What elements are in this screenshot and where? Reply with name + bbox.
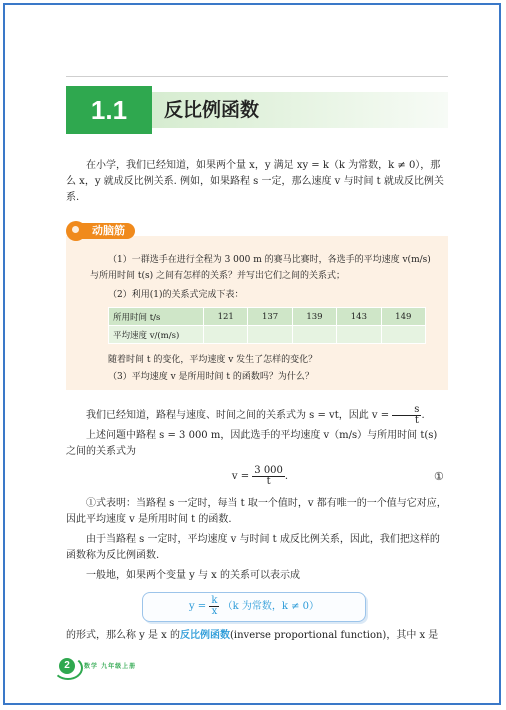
table-cell-empty xyxy=(248,326,292,344)
table-header-speed: 平均速度 v/(m/s) xyxy=(109,326,204,344)
formula-tag: ① xyxy=(434,470,444,483)
section-heading xyxy=(66,86,448,134)
question-2: （2）利用(1)的关系式完成下表： xyxy=(108,290,244,300)
table-cell: 121 xyxy=(204,308,248,326)
table-cell: 149 xyxy=(381,308,425,326)
question-1: （1）一群选手在进行全程为 3 000 m 的赛马比赛时，各选手的平均速度 v(m/s) 与所用时间 t(s) 之间有怎样的关系？并写出它们之间的关系式； xyxy=(90,255,431,281)
table-cell-empty xyxy=(292,326,336,344)
formula-1: v = $\frac{3 000}{t}$ . xyxy=(231,465,289,487)
fraction-3000-over-t: $\frac{3 000}{t}$ xyxy=(254,465,283,487)
definition-formula: y = $\frac{k}{x}$ （k 为常数，k ≠ 0） xyxy=(188,595,320,617)
lightbulb-icon xyxy=(66,221,86,241)
paragraph-5: 一般地，如果两个变量 y 与 x 的关系可以表示成 xyxy=(86,570,301,581)
table-cell-empty xyxy=(381,326,425,344)
paragraph-1: 我们已经知道，路程与速度、时间之间的关系式为 s = vt，因此 v = $\frac{s}{t}$ . xyxy=(86,404,425,426)
question-3: 随着时间 t 的变化，平均速度 v 发生了怎样的变化？ xyxy=(108,355,318,365)
definition-box xyxy=(142,592,366,622)
table-cell: 139 xyxy=(292,308,336,326)
table-cell: 137 xyxy=(248,308,292,326)
book-title: 数学 九年级上册 xyxy=(84,663,137,670)
table-cell-empty xyxy=(204,326,248,344)
think-label: 动脑筋 xyxy=(80,223,135,239)
paragraph-1-text: 我们已经知道，路程与速度、时间之间的关系式为 s = vt，因此 v = xyxy=(86,410,390,421)
paragraph-2: 上述问题中路程 s = 3 000 m，因此选手的平均速度 v（m/s）与所用时间 t(s) 之间的关系式为 xyxy=(66,430,438,457)
paragraph-3: ①式表明：当路程 s 一定时，每当 t 取一个值时，v 都有唯一的一个值与它对应，因此平均速度 v 是所用时间 t 的函数. xyxy=(66,498,447,525)
table-row xyxy=(109,326,426,344)
question-4: （3）平均速度 v 是所用时间 t 的函数吗？为什么？ xyxy=(108,372,314,382)
table-header-time: 所用时间 t/s xyxy=(109,308,204,326)
paragraph-6: 的形式，那么称 y 是 x 的反比例函数(inverse proportional function)，其中 x 是 xyxy=(66,630,439,641)
intro-paragraph: 在小学，我们已经知道，如果两个量 x，y 满足 xy = k（k 为常数，k ≠ 0），那么 x，y 就成反比例关系. 例如，如果路程 s 一定，那么速度 v 与时间 t 就成反比例关系. xyxy=(66,160,444,203)
fraction-k-over-x: $\frac{k}{x}$ xyxy=(211,595,218,617)
top-rule xyxy=(66,76,448,77)
table-cell: 143 xyxy=(337,308,381,326)
table-cell-empty xyxy=(337,326,381,344)
speed-table xyxy=(108,307,426,344)
keyword-inverse-proportional-function: 反比例函数 xyxy=(180,630,231,641)
fraction-s-over-t: $\frac{s}{t}$ xyxy=(392,405,421,426)
table-row xyxy=(109,308,426,326)
section-title: 反比例函数 xyxy=(164,99,260,121)
paragraph-4: 由于当路程 s 一定时，平均速度 v 与时间 t 成反比例关系，因此，我们把这样的函数称为反比例函数. xyxy=(66,534,440,561)
page-number: 2 xyxy=(59,658,75,674)
section-number: 1.1 xyxy=(66,86,152,134)
